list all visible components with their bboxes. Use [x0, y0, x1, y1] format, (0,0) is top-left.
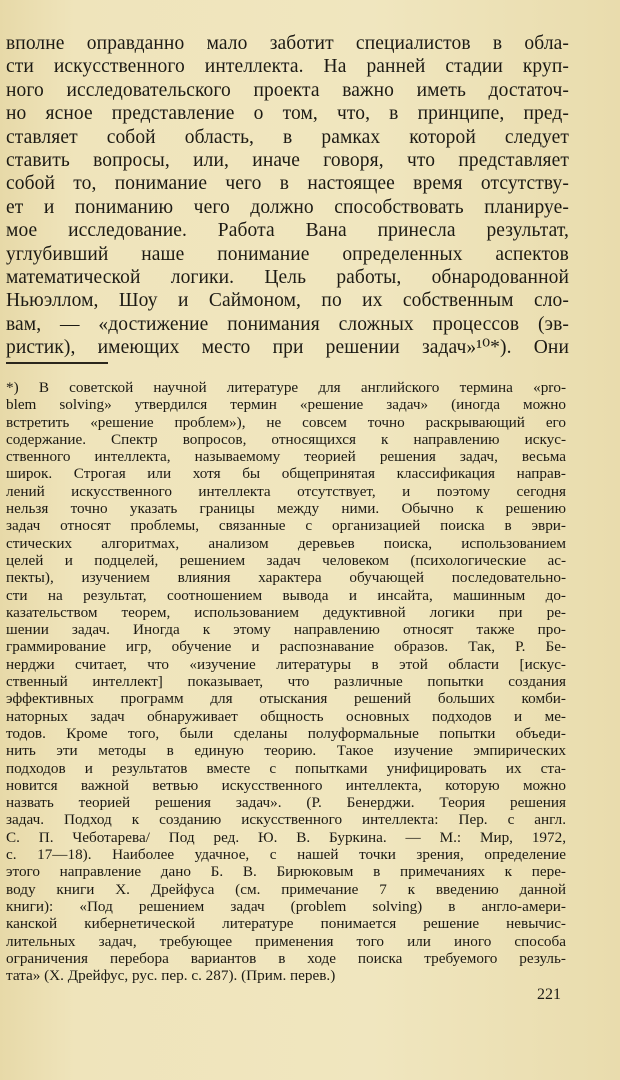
footnote-line: стических алгоритмах, анализом деревьев поиска, использованием — [6, 534, 566, 552]
footnote-line: задач. Подход к созданию искусственного интеллекта: Пер. с англ. — [6, 811, 566, 829]
footnote-line: широк. Строгая или хотя бы общепринятая классификация направ- — [6, 465, 566, 483]
footnote-line: эффективных программ для отыскания решений больших комби- — [6, 690, 566, 708]
footnote-line: С. П. Чеботарева/ Под ред. Ю. В. Буркина. — М.: Мир, 1972, — [6, 828, 566, 846]
main-text-line: ет и пониманию чего должно способствовать планируе- — [6, 196, 569, 218]
footnote-line: воду книги Х. Дрейфуса (см. примечание 7 к введению данной — [6, 880, 566, 898]
footnote-line: сти на результат, соотношением вывода и инсайта, машинным до- — [6, 586, 566, 604]
main-text-line: ного исследовательского проекта важно иметь достаточ- — [6, 79, 569, 101]
main-text-line: собой то, понимание чего в настоящее время отсутству- — [6, 173, 569, 195]
footnote-line: задач относят проблемы, связанные с организацией поиска в эври- — [6, 517, 566, 535]
footnote-line: канской кибернетической литературе понимается решение невычис- — [6, 915, 566, 933]
page-number: 221 — [537, 986, 561, 1003]
footnote-line: содержание. Спектр вопросов, относящихся к направлению искус- — [6, 430, 566, 448]
footnote-line: пекты), изучением влияния характера обучающей последовательно- — [6, 569, 566, 587]
footnote-line: наторных задач обнаруживает общность основных подходов и ме- — [6, 707, 566, 725]
footnote-line: тодов. Кроме того, были сделаны полуформальные попытки объеди- — [6, 724, 566, 742]
footnote-line: книги): «Под решением задач (problem solving) в англо-амери- — [6, 897, 566, 915]
footnote-line: лительных задач, требующее применения того или иного способа — [6, 932, 566, 950]
main-text-line: математической логики. Цель работы, обнародованной — [6, 266, 569, 288]
footnote-line: граммирование игр, обучение и распознавание образов. Так, Р. Бе- — [6, 638, 566, 656]
main-text-line: ристик), имеющих место при решении задач»¹⁰*). Они — [6, 337, 569, 359]
footnote-line: blem solving» утвердился термин «решение задач» (иногда можно — [6, 396, 566, 414]
main-text — [6, 32, 569, 359]
main-text-line: вполне оправданно мало заботит специалистов в обла- — [6, 33, 569, 54]
footnote-line: этого направление дано Б. В. Бирюковым в примечаниях к пере- — [6, 863, 566, 881]
main-text-line: ставляет собой область, в рамках которой следует — [6, 126, 569, 148]
footnote-line: подходов и результатов вместе с попытками унифицировать их ста- — [6, 759, 566, 777]
footnote-line: нить эти методы в единую теорию. Такое изучение эмпирических — [6, 742, 566, 760]
footnote-line: тата» (Х. Дрейфус, рус. пер. с. 287). (Прим. перев.) — [6, 967, 336, 985]
footnote — [6, 379, 566, 984]
footnote-line: шении задач. Иногда к этому направлению относят также про- — [6, 621, 566, 639]
footnote-line: казательством теорем, использованием дедуктивной логики при ре- — [6, 603, 566, 621]
footnote-line: с. 17—18). Наиболее удачное, с нашей точки зрения, определение — [6, 846, 566, 864]
main-text-line: вам, — «достижение понимания сложных процессов (эв- — [6, 313, 569, 335]
footnote-line: нельзя точно указать границы между ними. Обычно к решению — [6, 500, 566, 518]
main-text-line: ставить вопросы, или, иначе говоря, что представляет — [6, 149, 569, 171]
footnote-separator — [6, 362, 108, 364]
footnote-line: ограничения перебора вариантов в ходе поиска требуемого резуль- — [6, 949, 566, 967]
main-text-line: углубивший наше понимание определенных аспектов — [6, 243, 569, 265]
main-text-line: сти искусственного интеллекта. На ранней стадии круп- — [6, 56, 569, 78]
footnote-line: ственного интеллекта, называемому теорией решения задач, весьма — [6, 448, 566, 466]
main-text-line: но ясное представление о том, что, в принципе, пред- — [6, 103, 569, 125]
footnote-line: лений искусственного интеллекта отсутствует, и поэтому сегодня — [6, 482, 566, 500]
footnote-line: ственный интеллект] показывает, что различные попытки создания — [6, 673, 566, 691]
main-text-line: Ньюэллом, Шоу и Саймоном, по их собственным сло- — [6, 290, 569, 312]
footnote-line: назвать теорией решения задач». (Р. Бенерджи. Теория решения — [6, 794, 566, 812]
footnote-line: *) В советской научной литературе для английского термина «pro- — [6, 379, 566, 396]
footnote-line: целей и подцелей, решением задач человеком (психологические ас- — [6, 551, 566, 569]
footnote-line: нерджи считает, что «изучение литературы в этой области [искус- — [6, 655, 566, 673]
footnote-line: новится важной ветвью искусственного интеллекта, которую можно — [6, 776, 566, 794]
footnote-line: встретить «решение проблем»), не совсем точно раскрывающий его — [6, 413, 566, 431]
main-text-line: мое исследование. Работа Вана принесла результат, — [6, 220, 569, 242]
